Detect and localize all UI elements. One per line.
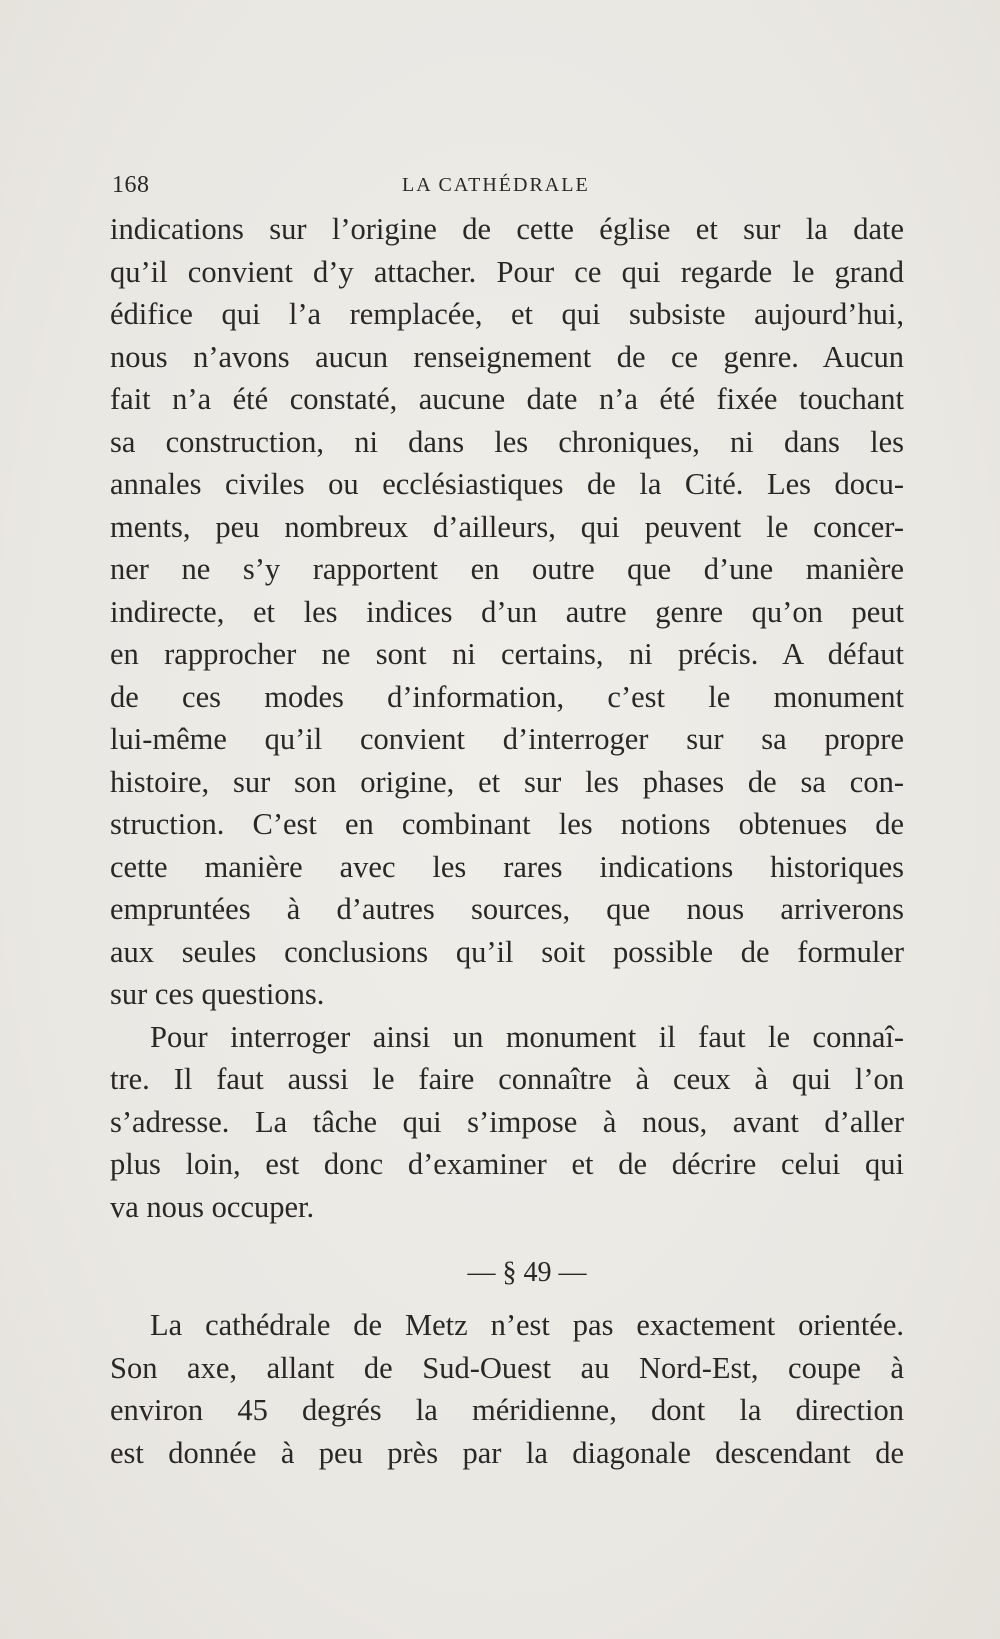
section-heading: — § 49 — bbox=[467, 1257, 587, 1288]
text-line: tre. Il faut aussi le faire connaître à ceux à qui l’on bbox=[110, 1062, 904, 1096]
text-line: ner ne s’y rapportent en outre que d’une manière bbox=[110, 552, 904, 586]
text-line: édifice qui l’a remplacée, et qui subsiste aujourd’hui, bbox=[110, 297, 904, 331]
text-line: sur ces questions. bbox=[110, 977, 325, 1011]
running-title: LA CATHÉDRALE bbox=[402, 174, 590, 196]
text-line: de ces modes d’information, c’est le monument bbox=[110, 679, 904, 714]
page-number: 168 bbox=[112, 172, 150, 198]
text-line: fait n’a été constaté, aucune date n’a été fixée touchant bbox=[110, 382, 904, 416]
text-line: Son axe, allant de Sud-Ouest au Nord-Est, coupe à bbox=[110, 1350, 904, 1385]
text-line: histoire, sur son origine, et sur les phases de sa con- bbox=[110, 764, 904, 799]
text-line: en rapprocher ne sont ni certains, ni précis. A défaut bbox=[110, 637, 904, 671]
text-line: La cathédrale de Metz n’est pas exactement orientée. bbox=[150, 1308, 904, 1342]
text-line: ments, peu nombreux d’ailleurs, qui peuvent le concer- bbox=[110, 509, 904, 544]
running-head bbox=[112, 172, 905, 202]
paragraph bbox=[110, 1016, 904, 1229]
text-line: empruntées à d’autres sources, que nous arriverons bbox=[110, 892, 904, 926]
text-line: Pour interroger ainsi un monument il faut le connaî- bbox=[150, 1019, 904, 1054]
text-line: struction. C’est en combinant les notions obtenues de bbox=[110, 807, 904, 841]
text-line: indirecte, et les indices d’un autre genre qu’on peut bbox=[110, 594, 904, 629]
paragraph bbox=[110, 1304, 904, 1474]
paragraph bbox=[110, 208, 904, 1016]
text-line: est donnée à peu près par la diagonale descendant de bbox=[110, 1435, 904, 1470]
text-line: qu’il convient d’y attacher. Pour ce qui regarde le grand bbox=[110, 254, 904, 289]
text-line: s’adresse. La tâche qui s’impose à nous, avant d’aller bbox=[110, 1104, 904, 1139]
text-line: lui-même qu’il convient d’interroger sur sa propre bbox=[110, 722, 904, 756]
body-text bbox=[110, 208, 904, 1474]
text-line: plus loin, est donc d’examiner et de décrire celui qui bbox=[110, 1147, 904, 1181]
text-line: va nous occuper. bbox=[110, 1189, 315, 1224]
text-line: environ 45 degrés la méridienne, dont la direction bbox=[110, 1393, 904, 1427]
text-line: sa construction, ni dans les chroniques, ni dans les bbox=[110, 424, 904, 459]
text-line: nous n’avons aucun renseignement de ce genre. Aucun bbox=[110, 339, 904, 374]
text-line: annales civiles ou ecclésiastiques de la Cité. Les docu- bbox=[110, 467, 904, 501]
text-line: aux seules conclusions qu’il soit possible de formuler bbox=[110, 934, 904, 969]
text-line: cette manière avec les rares indications historiques bbox=[110, 849, 904, 884]
text-line: indications sur l’origine de cette église et sur la date bbox=[110, 212, 904, 246]
